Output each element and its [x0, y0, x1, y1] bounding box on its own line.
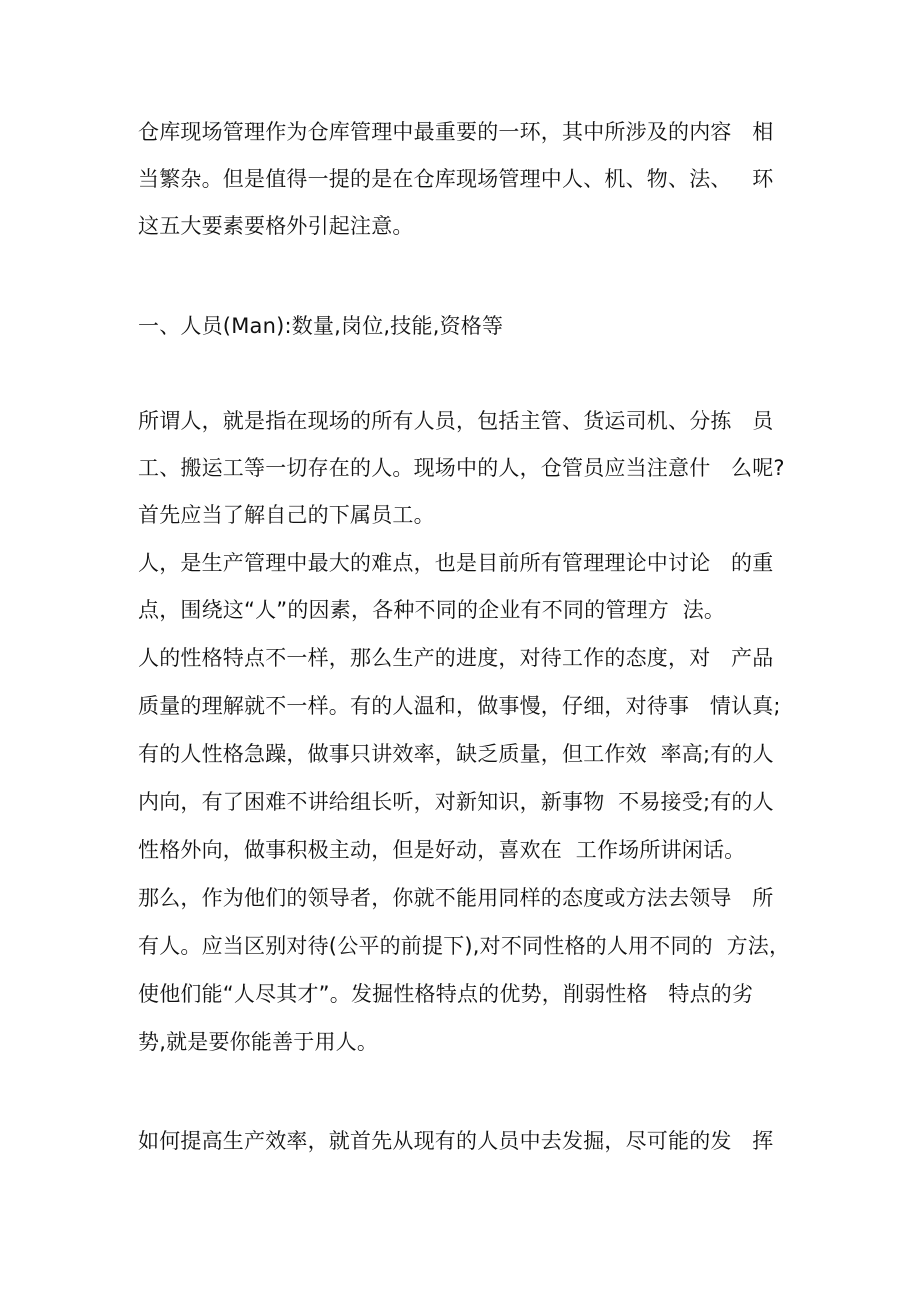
paragraph-leadership-line-4: 势,就是要你能善于用人。	[138, 1030, 379, 1054]
paragraph-intro-line-1: 仓库现场管理作为仓库管理中最重要的一环，其中所涉及的内容 相	[138, 120, 774, 144]
paragraph-personality-line-1: 人的性格特点不一样，那么生产的进度，对待工作的态度，对 产品	[138, 646, 774, 670]
paragraph-intro-line-2: 当繁杂。但是值得一提的是在仓库现场管理中人、机、物、法、 环	[138, 167, 774, 191]
paragraph-intro-line-3: 这五大要素要格外引起注意。	[138, 214, 414, 238]
paragraph-personality-line-5: 性格外向，做事积极主动，但是好动，喜欢在 工作场所讲闲话。	[138, 838, 746, 862]
paragraph-efficiency-line-1: 如何提高生产效率，就首先从现有的人员中去发掘，尽可能的发 挥	[138, 1129, 774, 1153]
paragraph-difficulty-line-2: 点，围绕这“人”的因素，各种不同的企业有不同的管理方 法。	[138, 598, 726, 622]
paragraph-leadership-line-3: 使他们能“人尽其才”。发掘性格特点的优势，削弱性格 特点的劣	[138, 982, 754, 1006]
paragraph-leadership-line-2: 有人。应当区别对待(公平的前提下),对不同性格的人用不同的 方法，	[138, 934, 791, 958]
paragraph-people-line-2: 工、搬运工等一切存在的人。现场中的人，仓管员应当注意什 么呢?	[138, 456, 785, 480]
paragraph-people-line-3: 首先应当了解自己的下属员工。	[138, 503, 435, 527]
paragraph-leadership-line-1: 那么，作为他们的领导者，你就不能用同样的态度或方法去领导 所	[138, 886, 774, 910]
paragraph-difficulty-line-1: 人，是生产管理中最大的难点，也是目前所有管理理论中讨论 的重	[138, 551, 774, 575]
section-heading: 一、人员(Man):数量,岗位,技能,资格等	[138, 314, 504, 338]
paragraph-personality-line-4: 内向，有了困难不讲给组长听，对新知识，新事物 不易接受;有的人	[138, 790, 774, 814]
paragraph-people-line-1: 所谓人，就是指在现场的所有人员，包括主管、货运司机、分拣 员	[138, 409, 774, 433]
paragraph-personality-line-2: 质量的理解就不一样。有的人温和，做事慢，仔细，对待事 情认真;	[138, 694, 781, 718]
paragraph-personality-line-3: 有的人性格急躁，做事只讲效率，缺乏质量，但工作效 率高;有的人	[138, 742, 774, 766]
